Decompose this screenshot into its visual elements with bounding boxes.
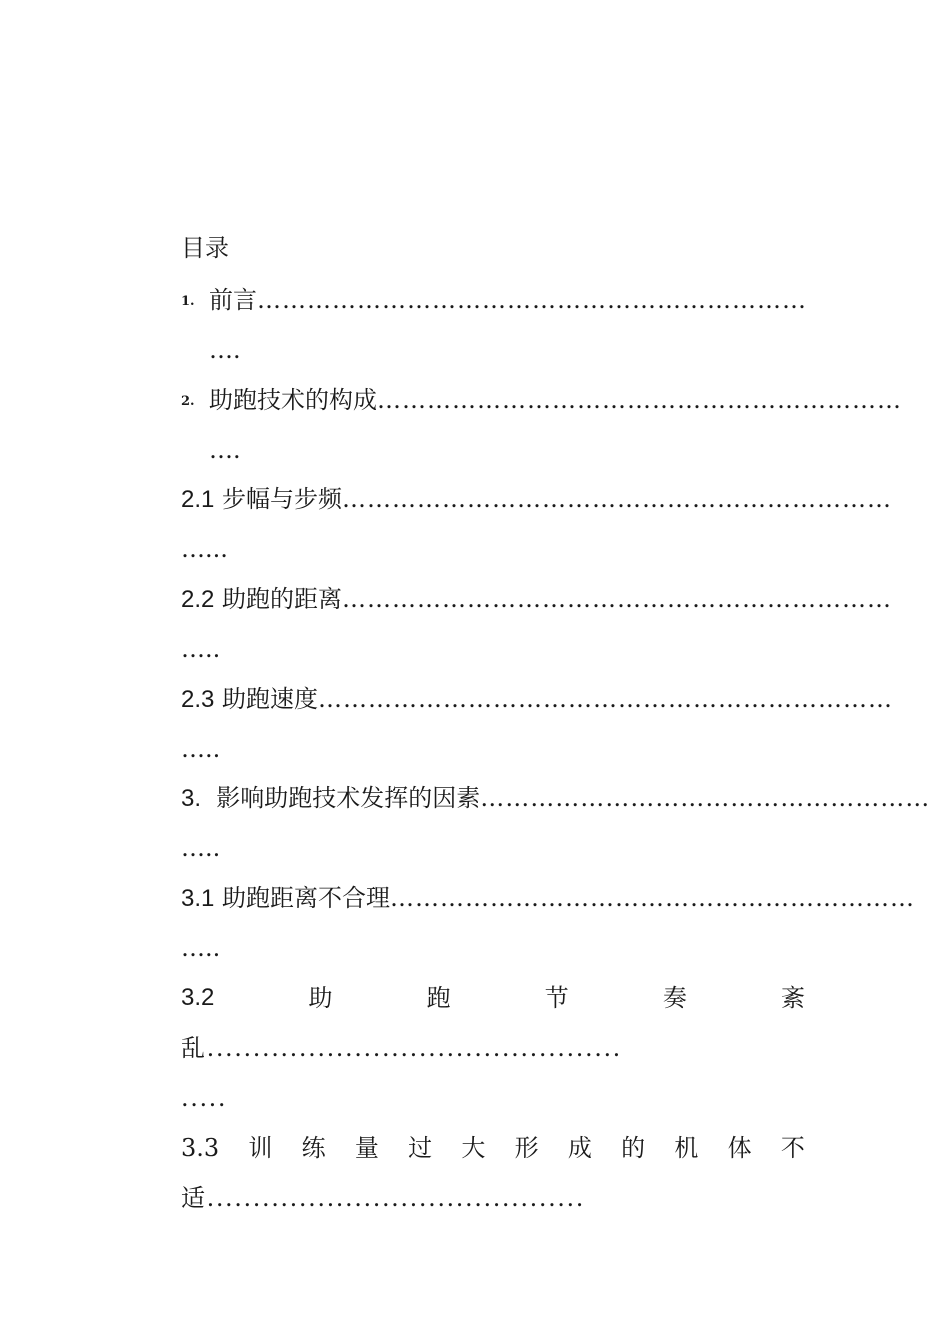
toc-entry-3-1-continuation: ….. (181, 934, 221, 962)
toc-entry-text: 助跑技术的构成 (209, 386, 377, 414)
toc-entry-2-2[interactable] (181, 582, 893, 617)
toc-entry-3-3-continuation: 适......................................... (181, 1184, 585, 1212)
toc-leader-dots: ………………………………………………………… (257, 286, 807, 314)
toc-leader-dots: ………………………………………………………… (342, 585, 893, 613)
toc-entry-3-2-continuation-2: ..... (181, 1084, 228, 1112)
toc-entry-word: 3.2 (181, 984, 215, 1011)
toc-entry-3[interactable] (181, 781, 931, 816)
toc-entry-3-continuation: ….. (181, 834, 221, 862)
toc-entry-number: 1. (181, 293, 195, 309)
toc-entry-word: 节 (544, 984, 569, 1012)
toc-entry-word: 跑 (426, 984, 451, 1012)
toc-entry-word: 紊 (781, 984, 805, 1012)
toc-leader-dots: ……………………………………………………… (377, 386, 902, 414)
toc-title: 目录 (181, 234, 229, 262)
toc-entry-word: 体 (727, 1134, 752, 1162)
toc-entry-word: 机 (674, 1134, 699, 1162)
toc-entry-text: 步幅与步频 (222, 485, 343, 513)
toc-entry-word: 不 (780, 1134, 805, 1162)
toc-entry-word: 量 (354, 1134, 379, 1162)
toc-entry-word: 训 (248, 1134, 273, 1162)
toc-entry-2-3-continuation: ….. (181, 735, 221, 763)
toc-entry-number: 2.3 (181, 686, 215, 713)
toc-entry-text: 前言 (209, 286, 257, 314)
toc-entry-2-3[interactable] (181, 682, 894, 717)
toc-entry-word: 的 (621, 1134, 646, 1162)
toc-entry-1-continuation: …. (209, 336, 241, 364)
toc-entry-3-1[interactable] (181, 881, 916, 916)
toc-entry-3-3[interactable] (181, 1131, 805, 1165)
toc-entry-2-1-continuation: …... (181, 535, 228, 563)
toc-entry-number: 3.1 (181, 885, 215, 912)
toc-entry-word: 大 (461, 1134, 486, 1162)
toc-entry-text: 助跑的距离 (222, 585, 343, 613)
toc-leader-dots: ……………………………………………… (480, 784, 931, 812)
toc-entry-text: 助跑距离不合理 (222, 884, 391, 912)
toc-entry-3-2-continuation: 乱............................................. (181, 1034, 622, 1062)
toc-entry-2-1[interactable] (181, 482, 893, 517)
toc-leader-dots: ……………………………………………………… (390, 884, 916, 912)
toc-entry-number: 2.2 (181, 586, 215, 613)
toc-entry-2-continuation: …. (209, 436, 241, 464)
toc-entry-word: 练 (301, 1134, 326, 1162)
toc-entry-word: 3.3 (181, 1134, 220, 1162)
toc-entry-2[interactable] (181, 383, 902, 419)
toc-entry-number: 2.1 (181, 486, 215, 513)
toc-entry-text: 影响助跑技术发挥的因素 (216, 784, 481, 812)
toc-entry-1[interactable] (181, 283, 805, 319)
toc-entry-number: 3. (181, 785, 202, 812)
toc-entry-word: 形 (514, 1134, 539, 1162)
toc-leader-dots: …………………………………………………………… (318, 685, 894, 713)
toc-entry-2-2-continuation: ….. (181, 635, 221, 663)
toc-leader-dots: ………………………………………………………… (342, 485, 893, 513)
toc-entry-text: 助跑速度 (222, 685, 319, 713)
toc-entry-word: 助 (308, 984, 333, 1012)
toc-entry-word: 成 (567, 1134, 592, 1162)
toc-entry-word: 奏 (662, 984, 687, 1012)
toc-entry-number: 2. (181, 393, 195, 409)
toc-entry-word: 过 (408, 1134, 433, 1162)
toc-entry-3-2[interactable] (181, 981, 805, 1015)
